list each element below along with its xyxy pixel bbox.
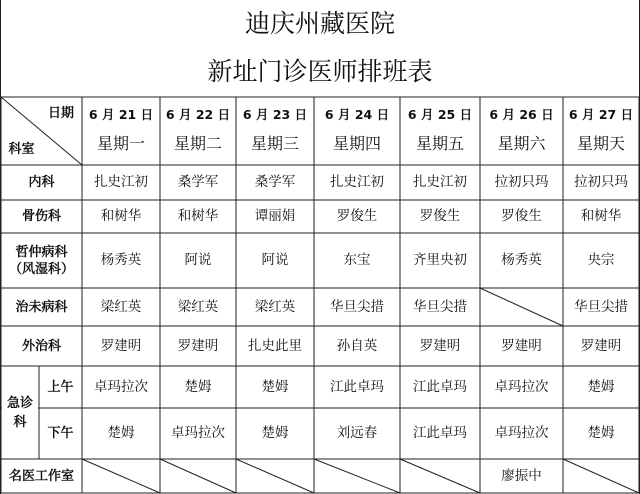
dept-name: 骨伤科 xyxy=(21,209,61,224)
doctor-name: 拉初只玛 xyxy=(574,174,628,190)
empty-cell-slash xyxy=(480,288,563,326)
day-date: 6 月 21 日 xyxy=(88,106,154,122)
day-date: 6 月 26 日 xyxy=(489,106,554,122)
doctor-name: 卓玛拉次 xyxy=(494,425,549,441)
doctor-name: 扎史此里 xyxy=(248,337,302,354)
doctor-name: 桑学军 xyxy=(254,174,296,190)
doctor-name: 卓玛拉次 xyxy=(171,425,225,441)
doctor-name: 扎史江初 xyxy=(94,174,148,190)
doctor-name: 东宝 xyxy=(343,252,371,268)
doctor-name: 梁红英 xyxy=(254,298,296,315)
dept-name: 内科 xyxy=(28,175,55,190)
doctor-name: 拉初只玛 xyxy=(494,174,549,190)
doctor-name: 扎史江初 xyxy=(330,174,384,190)
doctor-name: 罗建明 xyxy=(580,337,622,354)
doctor-name: 梁红英 xyxy=(177,298,219,315)
day-date: 6 月 27 日 xyxy=(568,106,634,122)
doctor-name: 孙自英 xyxy=(336,337,378,354)
empty-cell-slash xyxy=(400,459,480,493)
doctor-name: 楚姆 xyxy=(587,378,615,395)
doctor-name: 阿说 xyxy=(184,252,212,268)
doctor-name: 楚姆 xyxy=(107,425,135,441)
day-weekday: 星期三 xyxy=(250,133,299,153)
day-weekday: 星期四 xyxy=(332,133,381,153)
emergency-dept-name: 急诊科 xyxy=(6,395,33,430)
doctor-name: 楚姆 xyxy=(184,378,212,395)
doctor-name: 卓玛拉次 xyxy=(494,378,549,395)
day-weekday: 星期一 xyxy=(96,133,145,153)
doctor-name: 罗俊生 xyxy=(419,208,461,224)
doctor-name: 罗建明 xyxy=(177,337,219,354)
famous-doctor-dept-name: 名医工作室 xyxy=(8,468,74,484)
doctor-name: 刘远春 xyxy=(336,425,378,441)
corner-dept-label: 科室 xyxy=(8,141,35,157)
doctor-name: 阿说 xyxy=(261,252,289,268)
emergency-pm-label: 下午 xyxy=(47,426,74,441)
doctor-name: 华旦尖措 xyxy=(413,298,467,315)
schedule-title: 新址门诊医师排班表 xyxy=(207,57,433,86)
doctor-name: 罗建明 xyxy=(501,337,542,354)
empty-cell-slash xyxy=(160,459,236,493)
empty-cell-slash xyxy=(82,459,160,493)
doctor-name: 楚姆 xyxy=(261,425,289,441)
doctor-name: 江此卓玛 xyxy=(413,378,467,395)
empty-cell-slash xyxy=(563,459,639,493)
doctor-name: 罗建明 xyxy=(100,337,142,354)
doctor-name: 杨秀英 xyxy=(501,252,542,268)
doctor-name: 齐里央初 xyxy=(413,252,467,268)
doctor-name: 卓玛拉次 xyxy=(94,378,148,395)
day-weekday: 星期六 xyxy=(497,133,546,153)
doctor-name: 罗建明 xyxy=(419,337,461,354)
day-date: 6 月 25 日 xyxy=(407,106,473,122)
hospital-name: 迪庆州藏医院 xyxy=(244,9,395,38)
corner-date-label: 日期 xyxy=(47,105,74,121)
doctor-name: 楚姆 xyxy=(587,425,615,441)
doctor-name: 谭丽娟 xyxy=(254,208,296,224)
doctor-name: 桑学军 xyxy=(177,174,219,190)
dept-name: 外治科 xyxy=(21,338,61,354)
doctor-name: 罗俊生 xyxy=(501,208,542,224)
day-date: 6 月 22 日 xyxy=(165,106,231,122)
emergency-am-label: 上午 xyxy=(47,379,74,395)
day-date: 6 月 23 日 xyxy=(242,106,308,122)
doctor-name: 杨秀英 xyxy=(100,252,142,268)
dept-name: 治未病科 xyxy=(15,299,68,315)
day-weekday: 星期二 xyxy=(173,133,222,153)
doctor-name: 廖振中 xyxy=(501,467,542,484)
doctor-name: 梁红英 xyxy=(100,298,142,315)
day-date: 6 月 24 日 xyxy=(324,106,390,122)
doctor-name: 和树华 xyxy=(100,208,142,224)
doctor-name: 扎史江初 xyxy=(413,174,467,190)
doctor-name: 楚姆 xyxy=(261,378,289,395)
doctor-name: 和树华 xyxy=(177,208,219,224)
empty-cell-slash xyxy=(236,459,314,493)
doctor-name: 江此卓玛 xyxy=(413,425,467,441)
day-weekday: 星期天 xyxy=(576,133,625,153)
doctor-name: 江此卓玛 xyxy=(330,378,384,395)
empty-cell-slash xyxy=(314,459,400,493)
doctor-name: 罗俊生 xyxy=(336,208,378,224)
doctor-name: 华旦尖措 xyxy=(574,298,628,315)
doctor-name: 华旦尖措 xyxy=(330,298,384,315)
doctor-name: 和树华 xyxy=(580,208,622,224)
dept-name: 哲仲病科 （风湿科） xyxy=(8,244,74,277)
day-weekday: 星期五 xyxy=(415,133,464,153)
doctor-name: 央宗 xyxy=(587,252,615,268)
